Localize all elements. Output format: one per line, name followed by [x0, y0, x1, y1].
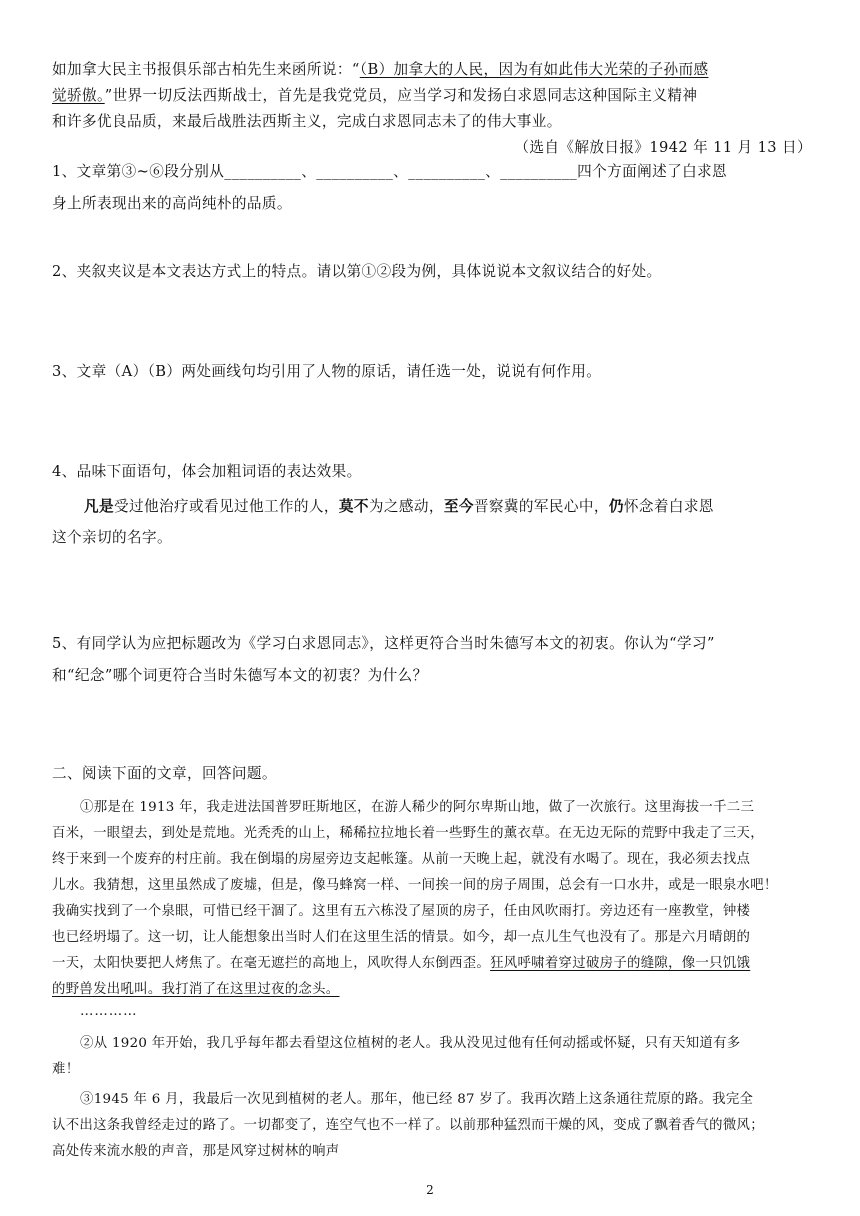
passage-line: 高处传来流水般的声音，那是风穿过树林的响声: [52, 1144, 340, 1159]
bold-word: 莫不: [338, 498, 369, 515]
text-span: 晋察冀的军民心中，: [473, 498, 609, 515]
question-3: 3、文章（A）（B）两处画线句均引用了人物的原话，请任选一处，说说有何作用。: [52, 363, 602, 380]
article-line: [52, 58, 812, 79]
question-4-quote: [52, 495, 844, 516]
underlined-sentence: 狂风呼啸着穿过破房子的缝隙，像一只饥饿: [490, 956, 751, 971]
passage-line: 难！: [52, 1062, 80, 1077]
question-4: 4、品味下面语句，体会加粗词语的表达效果。: [52, 463, 362, 480]
passage-line: 也已经坍塌了。这一切，让人能想象出当时人们在这里生活的情景。如今，却一点儿生气也没有了。那是六月晴朗的: [52, 930, 751, 945]
text-span: 为之感动，: [368, 498, 444, 515]
passage-line: 认不出这条我曾经走过的路了。一切都变了，连空气也不一样了。以前那种猛烈而干燥的风，变成了飘着香气的微风；: [52, 1118, 764, 1133]
question-4-quote-line2: 这个亲切的名字。: [52, 529, 172, 546]
passage-line: 百米，一眼望去，到处是荒地。光秃秃的山上，稀稀拉拉地长着一些野生的薰衣草。在无边无际的荒野中我走了三天，: [52, 826, 764, 841]
page-number: 2: [426, 1183, 434, 1197]
text-span: 如加拿大民主书报俱乐部古柏先生来函所说：“: [52, 61, 360, 78]
text-span: ”世界一切反法西斯战士，首先是我党党员，应当学习和发扬白求恩同志这种国际主义精神: [104, 87, 698, 104]
question-1-line1: 1、文章第③~⑥段分别从__________、__________、__________、__________四个方面阐述了白求恩: [52, 163, 728, 180]
passage-line: 儿水。我猜想，这里虽然成了废墟，但是，像马蜂窝一样、一间挨一间的房子周围，总会有一口水井，或是一眼泉水吧！: [52, 878, 778, 893]
text-span: 怀念着白求恩: [623, 498, 714, 515]
passage-line: ②从 1920 年开始，我几乎每年都去看望这位植树的老人。我从没见过他有任何动摇或怀疑，只有天知道有多: [80, 1036, 741, 1051]
source-citation: （选自《解放日报》1942 年 11 月 13 日）: [514, 139, 812, 156]
question-2: 2、夹叙夹议是本文表达方式上的特点。请以第①②段为例，具体说说本文叙议结合的好处。: [52, 263, 662, 280]
bold-word: 至今: [443, 498, 474, 515]
passage-line: [52, 952, 812, 971]
text-span: 一天，太阳快要把人烤焦了。在毫无遮拦的高地上，风吹得人东倒西歪。: [52, 956, 491, 971]
underlined-sentence-end: 的野兽发出吼叫。我打消了在这里过夜的念头。: [52, 982, 340, 997]
ellipsis: …………: [80, 1004, 138, 1019]
question-1-line2: 身上所表现出来的高尚纯朴的品质。: [52, 195, 292, 212]
bold-word: 仍: [608, 498, 624, 515]
underlined-quote-b-end: 觉骄傲。: [52, 87, 105, 104]
text-span: 受过他治疗或看见过他工作的人，: [114, 498, 339, 515]
passage-line: 终于来到一个废弃的村庄前。我在倒塌的房屋旁边支起帐篷。从前一天晚上起，就没有水喝了。现在，我必须去找点: [52, 852, 751, 867]
question-5-line2: 和“纪念”哪个词更符合当时朱德写本文的初衷？为什么？: [52, 667, 428, 684]
passage-line: ③1945 年 6 月，我最后一次见到植树的老人。那年，他已经 87 岁了。我再次踏上这条通往荒原的路。我完全: [80, 1092, 754, 1107]
article-line: 和许多优良品质，来最后战胜法西斯主义，完成白求恩同志未了的伟大事业。: [52, 113, 562, 130]
passage-line: ①那是在 1913 年，我走进法国普罗旺斯地区，在游人稀少的阿尔卑斯山地，做了一次旅行。这里海拔一千二三: [80, 800, 755, 815]
section-2-heading: 二、阅读下面的文章，回答问题。: [52, 765, 277, 782]
question-5-line1: 5、有同学认为应把标题改为《学习白求恩同志》，这样更符合当时朱德写本文的初衷。你认为“学习”: [52, 635, 715, 652]
passage-line: 我确实找到了一个泉眼，可惜已经干涸了。这里有五六栋没了屋顶的房子，任由风吹雨打。旁边还有一座教堂，钟楼: [52, 904, 751, 919]
underlined-quote-b: （B）加拿大的人民，因为有如此伟大光荣的子孙而感: [359, 61, 709, 78]
article-line: [52, 84, 812, 105]
bold-word: 凡是: [84, 498, 114, 515]
passage-line: [52, 978, 812, 997]
